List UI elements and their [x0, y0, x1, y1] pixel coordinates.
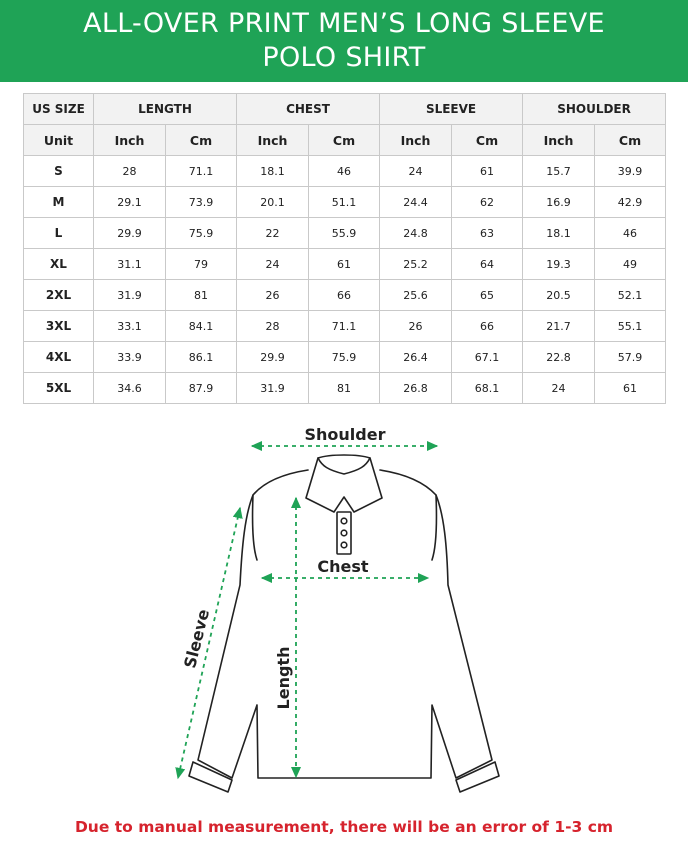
- size-header: US SIZE: [24, 94, 94, 125]
- value-cell: 26: [380, 311, 452, 342]
- value-cell: 22: [237, 218, 309, 249]
- value-cell: 31.9: [94, 280, 166, 311]
- value-cell: 66: [452, 311, 523, 342]
- size-cell: XL: [24, 249, 94, 280]
- unit-cell: Cm: [166, 125, 237, 156]
- value-cell: 25.2: [380, 249, 452, 280]
- value-cell: 68.1: [452, 373, 523, 404]
- value-cell: 86.1: [166, 342, 237, 373]
- value-cell: 28: [237, 311, 309, 342]
- value-cell: 31.9: [237, 373, 309, 404]
- value-cell: 29.9: [94, 218, 166, 249]
- title-line-2: POLO SHIRT: [262, 42, 426, 73]
- value-cell: 21.7: [523, 311, 595, 342]
- collar-outline: [306, 455, 382, 512]
- value-cell: 67.1: [452, 342, 523, 373]
- value-cell: 51.1: [309, 187, 380, 218]
- collar-fold: [318, 458, 370, 474]
- value-cell: 29.1: [94, 187, 166, 218]
- value-cell: 20.1: [237, 187, 309, 218]
- shoulder-label: Shoulder: [304, 425, 386, 444]
- value-cell: 25.6: [380, 280, 452, 311]
- value-cell: 26.8: [380, 373, 452, 404]
- value-cell: 18.1: [523, 218, 595, 249]
- value-cell: 81: [166, 280, 237, 311]
- unit-cell: Cm: [452, 125, 523, 156]
- value-cell: 39.9: [595, 156, 666, 187]
- value-cell: 65: [452, 280, 523, 311]
- value-cell: 71.1: [166, 156, 237, 187]
- value-cell: 73.9: [166, 187, 237, 218]
- value-cell: 28: [94, 156, 166, 187]
- unit-cell: Inch: [380, 125, 452, 156]
- value-cell: 16.9: [523, 187, 595, 218]
- unit-cell: Inch: [237, 125, 309, 156]
- size-cell: 4XL: [24, 342, 94, 373]
- size-cell: L: [24, 218, 94, 249]
- unit-label: Unit: [24, 125, 94, 156]
- value-cell: 81: [309, 373, 380, 404]
- shirt-button: [341, 530, 347, 536]
- size-cell: M: [24, 187, 94, 218]
- shirt-button: [341, 542, 347, 548]
- group-header-shoulder: SHOULDER: [523, 94, 666, 125]
- value-cell: 24.8: [380, 218, 452, 249]
- value-cell: 52.1: [595, 280, 666, 311]
- title-line-1: ALL-OVER PRINT MEN’S LONG SLEEVE: [83, 8, 605, 39]
- value-cell: 71.1: [309, 311, 380, 342]
- value-cell: 84.1: [166, 311, 237, 342]
- value-cell: 75.9: [166, 218, 237, 249]
- value-cell: 34.6: [94, 373, 166, 404]
- value-cell: 26.4: [380, 342, 452, 373]
- size-cell: 3XL: [24, 311, 94, 342]
- length-label: Length: [274, 646, 293, 710]
- value-cell: 15.7: [523, 156, 595, 187]
- value-cell: 55.9: [309, 218, 380, 249]
- group-header-chest: CHEST: [237, 94, 380, 125]
- value-cell: 66: [309, 280, 380, 311]
- unit-cell: Inch: [94, 125, 166, 156]
- sleeve-label: Sleeve: [180, 607, 214, 671]
- group-header-sleeve: SLEEVE: [380, 94, 523, 125]
- value-cell: 61: [309, 249, 380, 280]
- group-header-length: LENGTH: [94, 94, 237, 125]
- value-cell: 46: [309, 156, 380, 187]
- value-cell: 62: [452, 187, 523, 218]
- value-cell: 24.4: [380, 187, 452, 218]
- size-cell: 5XL: [24, 373, 94, 404]
- value-cell: 61: [452, 156, 523, 187]
- value-cell: 46: [595, 218, 666, 249]
- shirt-body-outline: [198, 470, 492, 778]
- size-cell: S: [24, 156, 94, 187]
- value-cell: 42.9: [595, 187, 666, 218]
- value-cell: 19.3: [523, 249, 595, 280]
- value-cell: 22.8: [523, 342, 595, 373]
- value-cell: 79: [166, 249, 237, 280]
- size-cell: 2XL: [24, 280, 94, 311]
- value-cell: 26: [237, 280, 309, 311]
- value-cell: 24: [523, 373, 595, 404]
- value-cell: 31.1: [94, 249, 166, 280]
- value-cell: 55.1: [595, 311, 666, 342]
- value-cell: 57.9: [595, 342, 666, 373]
- value-cell: 24: [237, 249, 309, 280]
- value-cell: 64: [452, 249, 523, 280]
- value-cell: 29.9: [237, 342, 309, 373]
- value-cell: 61: [595, 373, 666, 404]
- sleeve-seam-right: [432, 495, 437, 560]
- value-cell: 24: [380, 156, 452, 187]
- unit-cell: Cm: [309, 125, 380, 156]
- value-cell: 33.9: [94, 342, 166, 373]
- measurement-note: Due to manual measurement, there will be an error of 1-3 cm: [74, 818, 614, 836]
- value-cell: 49: [595, 249, 666, 280]
- value-cell: 63: [452, 218, 523, 249]
- shirt-outline: [189, 455, 499, 792]
- unit-cell: Inch: [523, 125, 595, 156]
- value-cell: 20.5: [523, 280, 595, 311]
- value-cell: 87.9: [166, 373, 237, 404]
- sleeve-seam-left: [252, 495, 257, 560]
- unit-cell: Cm: [595, 125, 666, 156]
- value-cell: 33.1: [94, 311, 166, 342]
- value-cell: 75.9: [309, 342, 380, 373]
- value-cell: 18.1: [237, 156, 309, 187]
- chest-label: Chest: [317, 557, 369, 576]
- shirt-button: [341, 518, 347, 524]
